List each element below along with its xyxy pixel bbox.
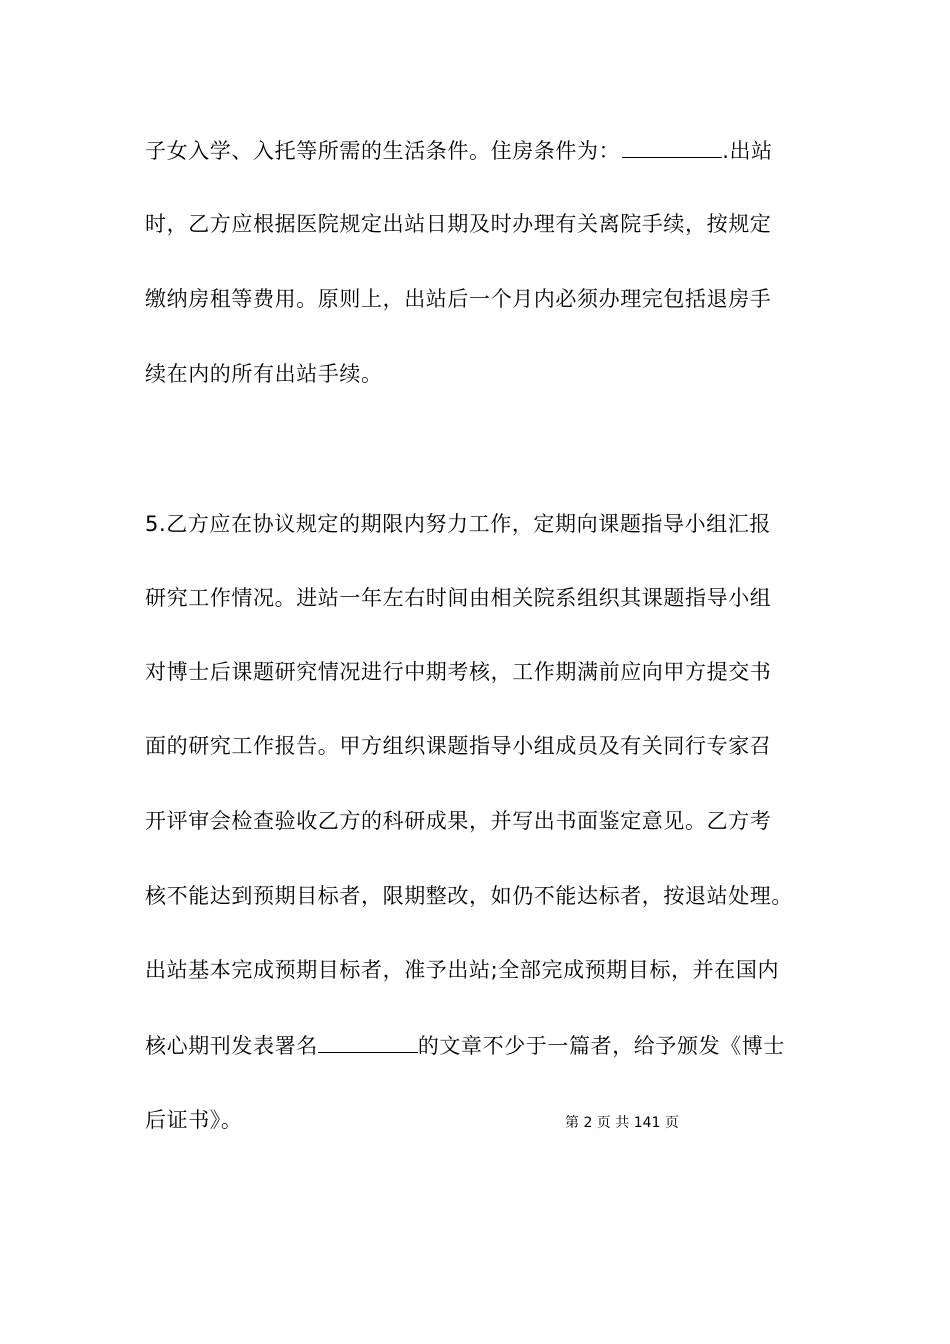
paragraph-5-line-2: 研究工作情况。进站一年左右时间由相关院系组织其课题指导小组	[145, 586, 772, 610]
paragraph-4-line-2: 时，乙方应根据医院规定出站日期及时办理有关离院手续，按规定	[145, 212, 772, 236]
paragraph-4-line-3: 缴纳房租等费用。原则上，出站后一个月内必须办理完包括退房手	[145, 287, 772, 311]
page-number-footer: 第 2 页 共 141 页	[565, 1115, 679, 1131]
text-segment: 的文章不少于一篇者，给予颁发《博士	[417, 1034, 786, 1058]
paragraph-5-line-3: 对博士后课题研究情况进行中期考核，工作期满前应向甲方提交书	[145, 660, 772, 684]
paragraph-5-line-9: 后证书》。	[145, 1108, 243, 1132]
text-segment: 子女入学、入托等所需的生活条件。住房条件为：	[145, 139, 621, 163]
text-segment: .出站	[722, 139, 773, 163]
fill-in-blank-signature	[318, 1033, 418, 1053]
fill-in-blank-housing	[622, 138, 722, 158]
paragraph-5-line-6: 核不能达到预期目标者，限期整改，如仍不能达标者，按退站处理。	[145, 884, 793, 908]
paragraph-5-line-5: 开评审会检查验收乙方的科研成果，并写出书面鉴定意见。乙方考	[145, 809, 772, 833]
paragraph-5-line-4: 面的研究工作报告。甲方组织课题指导小组成员及有关同行专家召	[145, 734, 772, 758]
paragraph-4-line-1	[145, 137, 773, 165]
paragraph-4-line-4: 续在内的所有出站手续。	[145, 362, 383, 386]
paragraph-5-line-7: 出站基本完成预期目标者，准予出站;全部完成预期目标，并在国内	[145, 958, 780, 982]
text-segment: 核心期刊发表署名	[145, 1034, 318, 1058]
paragraph-5-line-1: 5.乙方应在协议规定的期限内努力工作，定期向课题指导小组汇报	[145, 512, 772, 536]
paragraph-5-line-8	[145, 1032, 785, 1060]
